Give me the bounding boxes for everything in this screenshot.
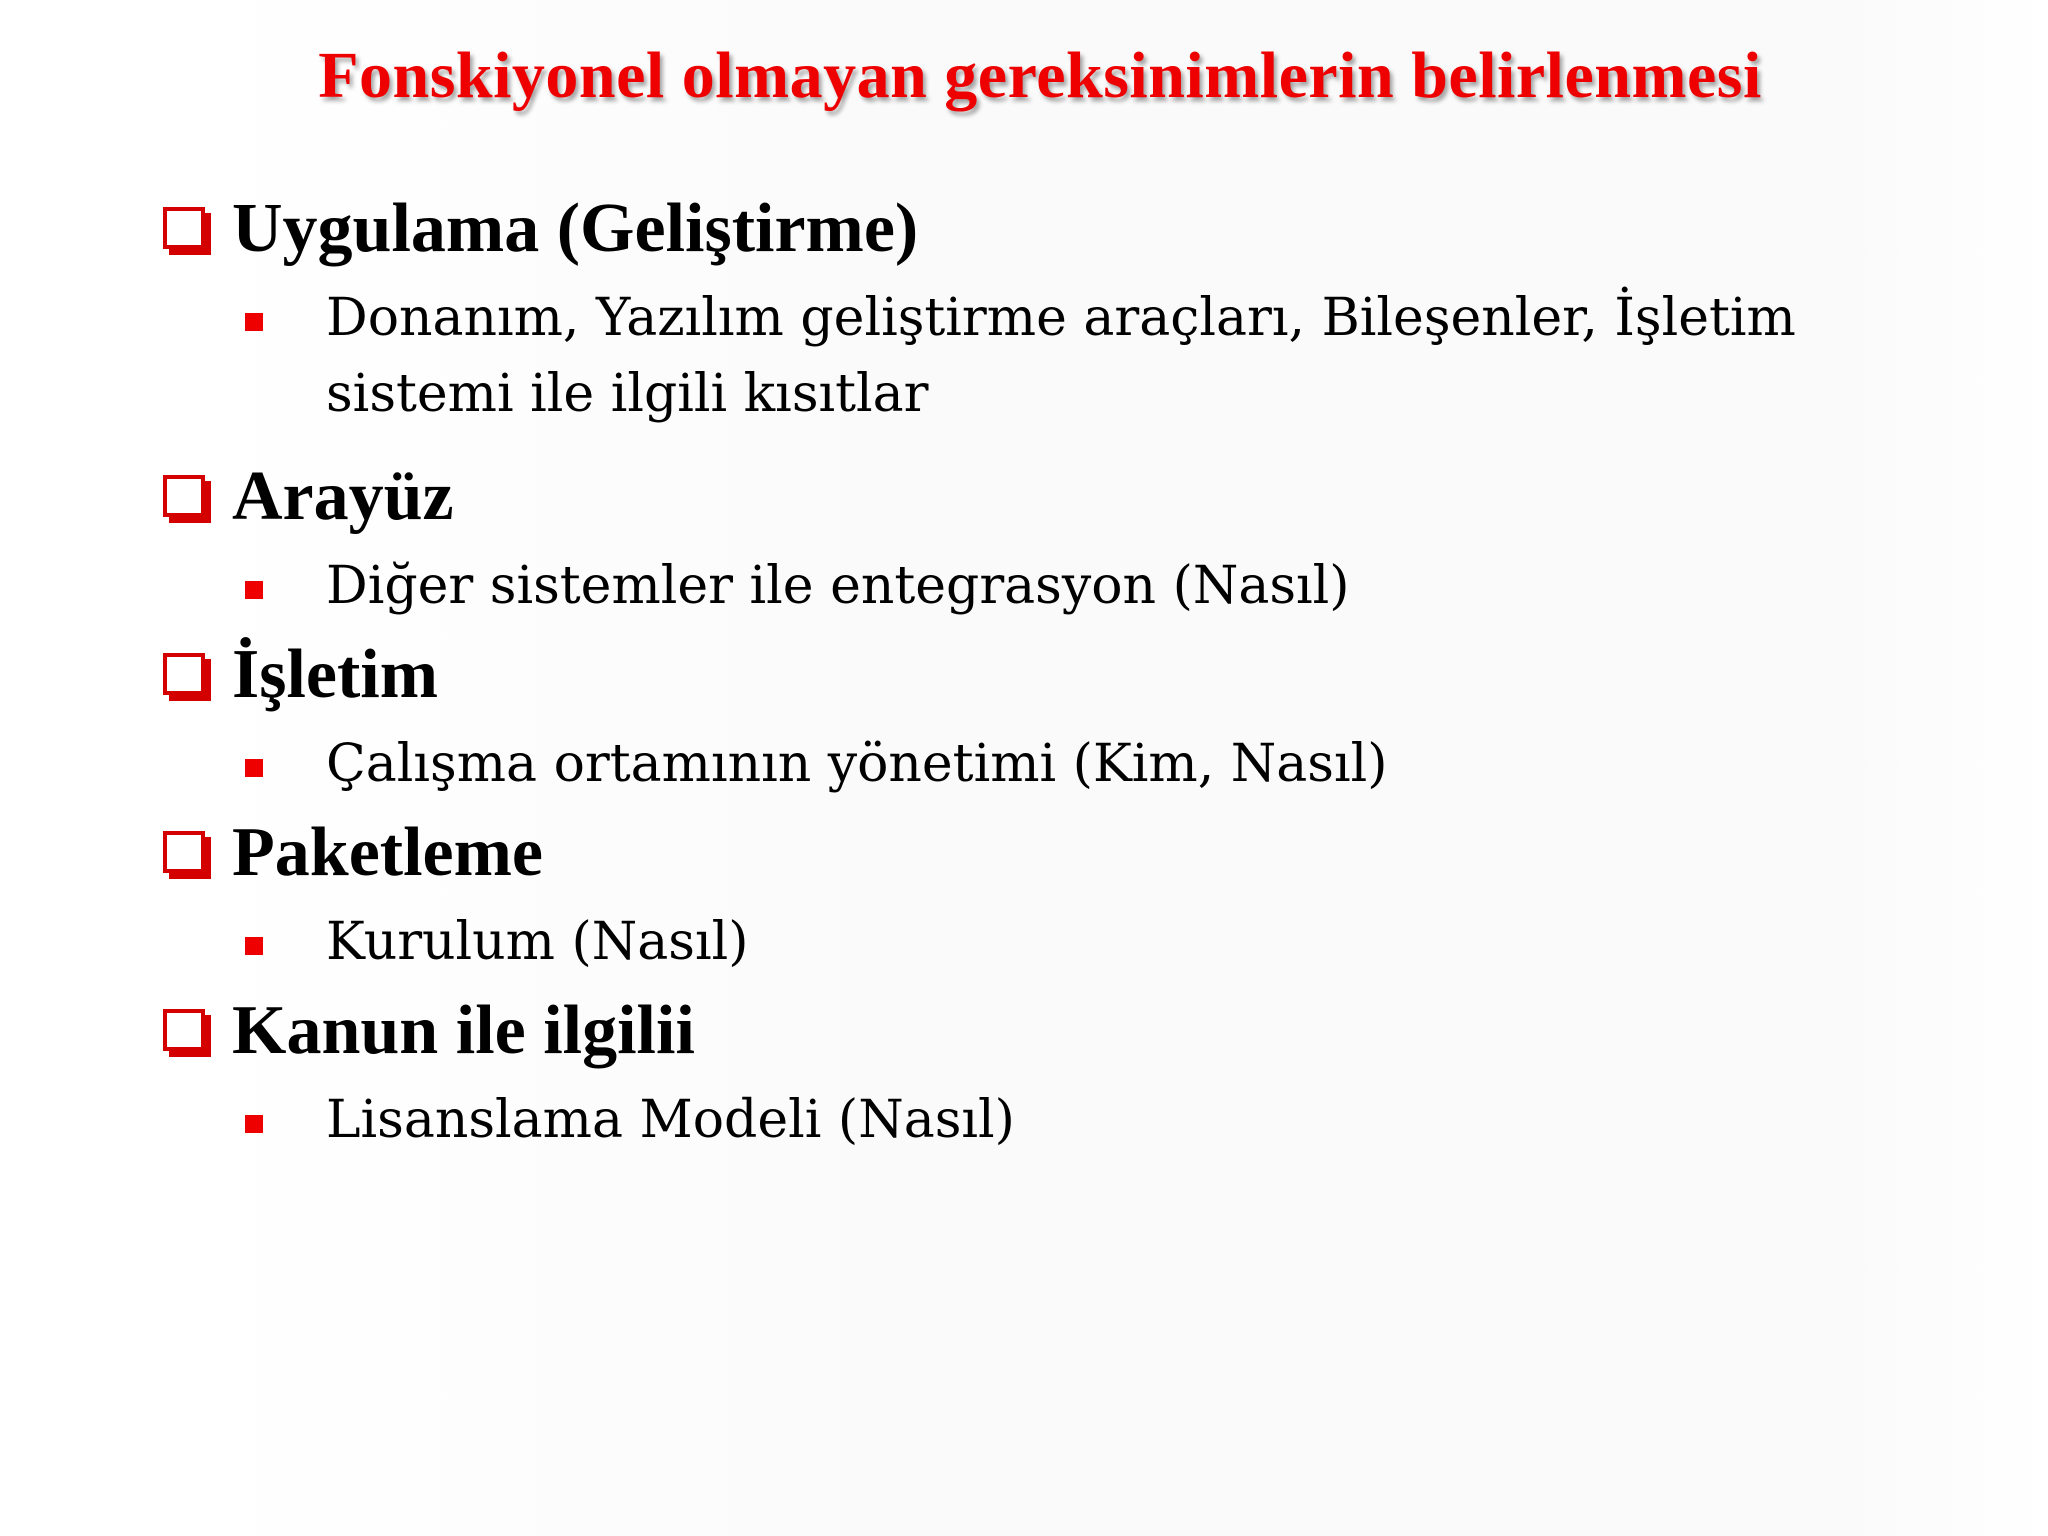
list-section-paketleme bbox=[163, 802, 1923, 980]
list-item-text: Lisanslama Modeli (Nasıl) bbox=[326, 1090, 1015, 1150]
checkbox-square-icon bbox=[163, 475, 207, 519]
section-heading-row bbox=[163, 624, 1923, 726]
list-item bbox=[163, 726, 1966, 802]
checkbox-square-icon bbox=[163, 653, 207, 697]
list-item bbox=[163, 280, 1966, 432]
section-heading-row bbox=[163, 178, 1923, 280]
square-bullet-icon bbox=[245, 313, 263, 331]
list-item bbox=[163, 904, 1966, 980]
square-bullet-icon bbox=[245, 581, 263, 599]
checkbox-square-icon bbox=[163, 207, 207, 251]
bullet-list bbox=[163, 178, 1923, 1158]
square-bullet-icon bbox=[245, 1115, 263, 1133]
section-heading: Uygulama (Geliştirme) bbox=[232, 190, 919, 267]
section-heading: Kanun ile ilgilii bbox=[232, 992, 695, 1069]
section-heading: Paketleme bbox=[232, 814, 543, 891]
list-item bbox=[163, 1082, 1966, 1158]
list-section-isletim bbox=[163, 624, 1923, 802]
list-item bbox=[163, 548, 1966, 624]
list-item-text: Çalışma ortamının yönetimi (Kim, Nasıl) bbox=[326, 734, 1388, 794]
checkbox-square-icon bbox=[163, 1009, 207, 1053]
section-heading-row bbox=[163, 446, 1923, 548]
checkbox-square-icon bbox=[163, 831, 207, 875]
square-bullet-icon bbox=[245, 759, 263, 777]
list-item-text: Donanım, Yazılım geliştirme araçları, Bileşenler, İşletim sistemi ile ilgili kısıtlar bbox=[326, 288, 1796, 424]
list-section-uygulama bbox=[163, 178, 1923, 432]
section-heading-row bbox=[163, 980, 1923, 1082]
slide-title: Fonskiyonel olmayan gereksinimlerin belirlenmesi bbox=[318, 39, 1762, 112]
section-heading-row bbox=[163, 802, 1923, 904]
section-heading: Arayüz bbox=[232, 458, 454, 535]
section-heading: İşletim bbox=[232, 636, 439, 713]
square-bullet-icon bbox=[245, 937, 263, 955]
list-item-text: Diğer sistemler ile entegrasyon (Nasıl) bbox=[326, 556, 1350, 616]
list-item-text: Kurulum (Nasıl) bbox=[326, 912, 749, 972]
list-section-arayuz bbox=[163, 446, 1923, 624]
list-section-kanun bbox=[163, 980, 1923, 1158]
